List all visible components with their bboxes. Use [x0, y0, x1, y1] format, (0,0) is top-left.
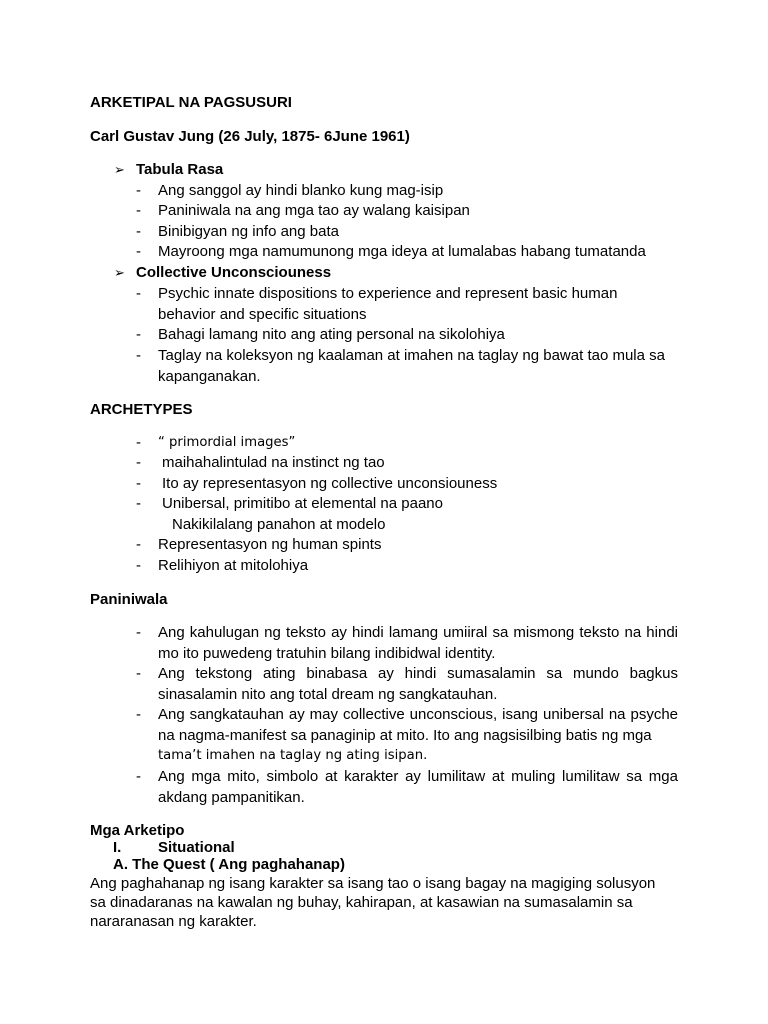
dash-marker: -	[136, 243, 141, 260]
list-item: Paniniwala na ang mga tao ay walang kaisipan	[158, 202, 470, 219]
list-item: Representasyon ng human spints	[158, 536, 382, 553]
list-item: Taglay na koleksyon ng kaalaman at imahen na taglay ng bawat tao mula sa kapanganakan.	[158, 347, 665, 385]
dash-marker: -	[136, 557, 141, 574]
arrow-bullet-icon: ➢	[114, 265, 125, 280]
list-item: Unibersal, primitibo at elemental na paano	[162, 495, 443, 512]
dash-marker: -	[136, 495, 141, 512]
list-item: Ang kahulugan ng teksto ay hindi lamang umiiral sa mismong teksto na hindi mo ito puwedeng tratuhin bilang indibidwal identity.	[158, 624, 678, 662]
dash-marker: -	[136, 454, 141, 471]
paniniwala-heading: Paniniwala	[90, 591, 168, 608]
dash-marker: -	[136, 665, 141, 682]
collective-heading: Collective Unconsciouness	[136, 264, 332, 281]
list-item: Bahagi lamang nito ang ating personal na sikolohiya	[158, 326, 505, 343]
list-item: Ang sangkatauhan ay may collective unconscious, isang unibersal na psyche na nagma-manifest sa panaginip at mito. Ito ang nagsisilbing batis ng mga	[158, 706, 678, 744]
archetypes-heading: ARCHETYPES	[90, 401, 193, 418]
list-item: Ang sanggol ay hindi blanko kung mag-isip	[158, 182, 444, 199]
dash-marker: -	[136, 536, 141, 553]
situational-heading: Situational	[158, 839, 235, 856]
list-item-continuation: Nakikilalang panahon at modelo	[172, 516, 386, 533]
list-item: “ primordial images”	[158, 435, 296, 450]
author-line: Carl Gustav Jung (26 July, 1875- 6June 1961)	[90, 128, 410, 145]
list-item-continuation: tama’t imahen na taglay ng ating isipan.	[158, 748, 428, 763]
arrow-bullet-icon: ➢	[114, 162, 125, 177]
dash-marker: -	[136, 202, 141, 219]
dash-marker: -	[136, 347, 141, 364]
dash-marker: -	[136, 706, 141, 723]
dash-marker: -	[136, 434, 141, 451]
list-item: maihahalintulad na instinct ng tao	[162, 454, 385, 471]
list-item: Ang tekstong ating binabasa ay hindi sumasalamin sa mundo bagkus sinasalamin nito ang total dream ng sangkatauhan.	[158, 665, 678, 703]
dash-marker: -	[136, 285, 141, 302]
tabula-rasa-heading: Tabula Rasa	[136, 161, 224, 178]
list-item: Psychic innate dispositions to experience and represent basic human behavior and specific situations	[158, 285, 618, 323]
document-title: ARKETIPAL NA PAGSUSURI	[90, 94, 292, 111]
list-item: Relihiyon at mitolohiya	[158, 557, 309, 574]
dash-marker: -	[136, 475, 141, 492]
dash-marker: -	[136, 624, 141, 641]
mga-arketipo-heading: Mga Arketipo	[90, 822, 185, 839]
dash-marker: -	[136, 182, 141, 199]
dash-marker: -	[136, 326, 141, 343]
quest-paragraph: Ang paghahanap ng isang karakter sa isang tao o isang bagay na magiging solusyon sa dinadaranas na kawalan ng buhay, kahirapan, at kasawian na sumasalamin sa nararanasan ng karakter.	[90, 875, 656, 930]
list-item: Mayroong mga namumunong mga ideya at lumalabas habang tumatanda	[158, 243, 646, 260]
list-item: Ito ay representasyon ng collective unconsiouness	[162, 475, 498, 492]
list-item: Binibigyan ng info ang bata	[158, 223, 339, 240]
dash-marker: -	[136, 223, 141, 240]
quest-subheading: A. The Quest ( Ang paghahanap)	[113, 856, 345, 873]
list-item: Ang mga mito, simbolo at karakter ay lumilitaw at muling lumilitaw sa mga akdang pampanitikan.	[158, 768, 678, 806]
dash-marker: -	[136, 768, 141, 785]
roman-numeral: I.	[113, 839, 122, 856]
